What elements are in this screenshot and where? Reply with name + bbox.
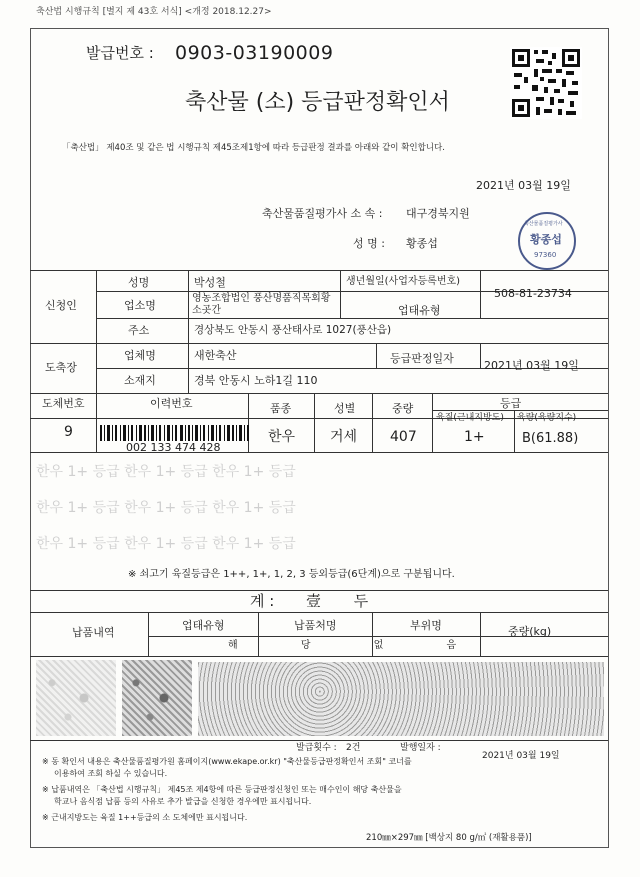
- col-sex: 성별: [334, 402, 356, 415]
- slaughter-biz-label: 업체명: [124, 349, 156, 362]
- footer-note-2: ※ 납품내역은 「축산법 시행규칙」 제45조 제4항에 따른 등급판정신청인 또는 매수인이 해당 축산물을: [42, 785, 402, 794]
- total-label: 계 :: [250, 592, 275, 610]
- security-watermark: [36, 456, 606, 564]
- seal-top-text: 축산물품질평가사: [524, 221, 563, 227]
- delivery-section-label: 납품내역: [72, 626, 115, 639]
- applicant-section-label: 신청인: [45, 299, 77, 312]
- col-grade: 등급: [500, 397, 522, 410]
- issue-number-label: 발급번호 :: [86, 44, 154, 62]
- document-title: 축산물 (소) 등급판정확인서: [185, 90, 450, 115]
- grader-org-label: 축산물품질평가사 소 속 :: [262, 207, 383, 220]
- delivery-col-part: 부위명: [410, 619, 442, 632]
- row-sex: 거세: [330, 429, 358, 445]
- delivery-col-type: 업태유형: [182, 619, 225, 632]
- row-weight: 407: [390, 429, 417, 445]
- slaughter-location: 경북 안동시 노하1길 110: [194, 374, 318, 387]
- footer-note-1b: 이용하여 조회 하실 수 있습니다.: [54, 769, 168, 778]
- footer-note-3: ※ 근내지방도는 육질 1++등급의 소 도체에만 표시됩니다.: [42, 813, 248, 822]
- row-breed: 한우: [268, 429, 296, 445]
- issued-label: 발행일자 :: [400, 743, 441, 753]
- footer-note-2b: 학교나 음식점 납품 등의 사유로 추가 발급을 신청한 경우에만 표시됩니다.: [54, 797, 312, 806]
- applicant-dob-label: 생년월일(사업자등록번호): [346, 276, 461, 287]
- applicant-biz-label: 업소명: [124, 299, 156, 312]
- trace-barcode: [100, 425, 250, 441]
- applicant-name-label: 성명: [128, 276, 150, 289]
- col-breed: 품종: [270, 402, 292, 415]
- grader-name-label: 성 명 :: [353, 237, 385, 250]
- grader-org: 대구경북지원: [406, 207, 470, 220]
- col-carcass-no: 도체번호: [42, 397, 85, 410]
- col-weight: 중량: [392, 402, 414, 415]
- row-carcass-no: 9: [64, 424, 73, 440]
- col-yield-grade: 육량(육량지수): [517, 413, 577, 423]
- grader-seal: [518, 212, 576, 270]
- grader-name: 황종섭: [406, 237, 438, 250]
- total-value: 壹 두: [306, 592, 383, 610]
- svg-text:한우 1+ 등급 한우 1+ 등급 한우 1+ 등급: 한우 1+ 등급 한우 1+ 등급 한우 1+ 등급: [36, 500, 296, 516]
- copies-label: 발급횟수 :: [296, 743, 337, 753]
- security-pattern-left: [36, 660, 116, 736]
- security-pattern-middle: [122, 660, 192, 736]
- row-trace-no: 002 133 474 428: [126, 441, 221, 454]
- applicant-name: 박성철: [194, 276, 226, 289]
- issued-date: 2021년 03월 19일: [482, 751, 560, 761]
- applicant-dob: 508-81-23734: [494, 287, 572, 300]
- form-reference: 축산법 시행규칙 [별지 제 43호 서식] <개정 2018.12.27>: [36, 7, 272, 17]
- issue-number: 0903-03190009: [175, 42, 334, 64]
- slaughter-section-label: 도축장: [45, 361, 77, 374]
- delivery-col-weight: 중량(kg): [508, 625, 552, 638]
- grade-note: ※ 쇠고기 육질등급은 1++, 1+, 1, 2, 3 등외등급(6단계)으로 구분됩니다.: [128, 569, 455, 580]
- intro-text: 「축산법」 제40조 및 같은 법 시행규칙 제45조제1항에 따라 등급판정 결과를 아래와 같이 확인합니다.: [62, 143, 445, 153]
- seal-number: 97360: [534, 251, 557, 259]
- judge-date: 2021년 03월 19일: [484, 359, 579, 372]
- qr-code: [510, 47, 582, 119]
- svg-text:한우 1+ 등급 한우 1+ 등급 한우 1+ 등급: 한우 1+ 등급 한우 1+ 등급 한우 1+ 등급: [36, 536, 296, 552]
- svg-text:한우 1+ 등급 한우 1+ 등급 한우 1+ 등급: 한우 1+ 등급 한우 1+ 등급 한우 1+ 등급: [36, 464, 296, 480]
- footer-note-1: ※ 동 확인서 내용은 축산물품질평가원 홈페이지(www.ekape.or.kr) "축산물등급판정확인서 조회" 코너를: [42, 757, 412, 766]
- col-meat-grade: 육질(근내지방도): [436, 413, 504, 423]
- applicant-address: 경상북도 안동시 풍산태사로 1027(풍산읍): [194, 324, 392, 336]
- slaughter-biz: 새한축산: [194, 349, 237, 362]
- row-meat-grade: 1+: [464, 429, 485, 445]
- applicant-type-label: 업태유형: [398, 304, 441, 317]
- copies-value: 2건: [346, 743, 361, 753]
- applicant-biz-name: 영농조합법인 풍산명품직목회황소곳간: [192, 293, 331, 316]
- paper-spec: 210㎜×297㎜ [백상지 80 g/㎡ (재활용품)]: [366, 833, 532, 843]
- col-trace-no: 이력번호: [150, 397, 193, 410]
- document-date: 2021년 03월 19일: [476, 179, 571, 192]
- row-yield-grade: B(61.88): [522, 431, 579, 446]
- slaughter-location-label: 소재지: [124, 374, 156, 387]
- delivery-empty-text: 해 당 없 음: [228, 640, 487, 651]
- judge-date-label: 등급판정일자: [390, 352, 454, 365]
- applicant-address-label: 주소: [128, 324, 150, 337]
- security-pattern-right: [198, 662, 604, 736]
- seal-name: 황종섭: [530, 233, 562, 246]
- delivery-col-destination: 납품처명: [294, 619, 337, 632]
